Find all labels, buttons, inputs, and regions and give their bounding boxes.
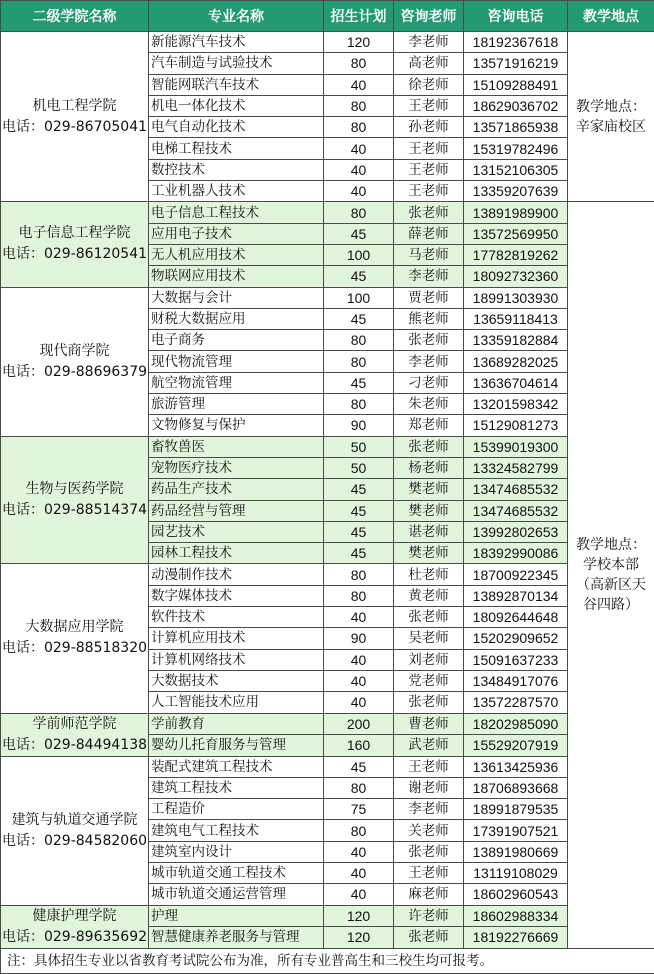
phone-cell: 13474685532	[464, 479, 568, 500]
college-cell	[1, 436, 149, 564]
major-cell: 智慧健康养老服务与管理	[149, 927, 324, 949]
header-major: 专业名称	[149, 1, 324, 32]
teacher-cell: 王老师	[394, 756, 464, 777]
phone-cell: 18192276669	[464, 927, 568, 949]
phone-cell: 13992802653	[464, 521, 568, 542]
college-name: 健康护理学院	[1, 906, 148, 927]
teacher-cell: 张老师	[394, 436, 464, 457]
teacher-cell: 吴老师	[394, 628, 464, 649]
plan-cell: 45	[324, 756, 394, 777]
major-cell: 现代物流管理	[149, 351, 324, 372]
phone-cell: 13484917076	[464, 670, 568, 691]
major-cell: 人工智能技术应用	[149, 692, 324, 713]
header-location: 教学地点	[568, 1, 654, 32]
location-cell	[568, 202, 654, 948]
plan-cell: 45	[324, 521, 394, 542]
teacher-cell: 张老师	[394, 927, 464, 949]
major-cell: 旅游管理	[149, 394, 324, 415]
major-cell: 装配式建筑工程技术	[149, 756, 324, 777]
phone-cell: 15109288491	[464, 74, 568, 95]
college-name: 生物与医药学院	[1, 479, 148, 500]
teacher-cell: 杨老师	[394, 457, 464, 478]
teacher-cell: 樊老师	[394, 479, 464, 500]
plan-cell: 80	[324, 202, 394, 223]
table-row	[1, 564, 654, 585]
phone-cell: 13689282025	[464, 351, 568, 372]
teacher-cell: 王老师	[394, 138, 464, 159]
plan-cell: 40	[324, 607, 394, 628]
major-cell: 婴幼儿托育服务与管理	[149, 735, 324, 757]
major-cell: 物联网应用技术	[149, 266, 324, 287]
plan-cell: 160	[324, 735, 394, 757]
plan-cell: 120	[324, 927, 394, 949]
plan-cell: 40	[324, 138, 394, 159]
major-cell: 宠物医疗技术	[149, 457, 324, 478]
plan-cell: 200	[324, 713, 394, 735]
plan-cell: 100	[324, 244, 394, 265]
plan-cell: 40	[324, 159, 394, 180]
college-cell	[1, 287, 149, 436]
teacher-cell: 张老师	[394, 692, 464, 713]
college-name: 电子信息工程学院	[1, 223, 148, 244]
major-cell: 建筑工程技术	[149, 777, 324, 798]
college-phone: 电话：029-89635692	[1, 927, 148, 948]
teacher-cell: 张老师	[394, 202, 464, 223]
college-phone: 电话：029-86705041	[1, 117, 148, 138]
major-cell: 数字媒体技术	[149, 585, 324, 606]
phone-cell: 13891989900	[464, 202, 568, 223]
plan-cell: 45	[324, 223, 394, 244]
plan-cell: 80	[324, 585, 394, 606]
plan-cell: 80	[324, 330, 394, 351]
plan-cell: 90	[324, 415, 394, 436]
teacher-cell: 许老师	[394, 905, 464, 927]
phone-cell: 13152106305	[464, 159, 568, 180]
plan-cell: 50	[324, 457, 394, 478]
major-cell: 大数据技术	[149, 670, 324, 691]
table-row	[1, 32, 654, 53]
phone-cell: 13636704614	[464, 372, 568, 393]
location-label: 教学地点：	[570, 535, 652, 555]
plan-cell: 80	[324, 53, 394, 74]
plan-cell: 40	[324, 692, 394, 713]
table-row	[1, 756, 654, 777]
college-cell	[1, 32, 149, 202]
teacher-cell: 马老师	[394, 244, 464, 265]
teacher-cell: 李老师	[394, 32, 464, 53]
table-row	[1, 436, 654, 457]
major-cell: 计算机应用技术	[149, 628, 324, 649]
major-cell: 药品经营与管理	[149, 500, 324, 521]
phone-cell: 17782819262	[464, 244, 568, 265]
header-row	[1, 1, 654, 32]
phone-cell: 13572287570	[464, 692, 568, 713]
major-cell: 城市轨道交通运营管理	[149, 884, 324, 905]
teacher-cell: 关老师	[394, 820, 464, 841]
teacher-cell: 谌老师	[394, 521, 464, 542]
table-row	[1, 287, 654, 308]
teacher-cell: 高老师	[394, 53, 464, 74]
footnote: 注：具体招生专业以省教育考试院公布为准，所有专业普高生和三校生均可报考。	[1, 948, 654, 973]
college-name: 建筑与轨道交通学院	[1, 810, 148, 831]
location-label: 教学地点：	[570, 97, 652, 117]
phone-cell: 13201598342	[464, 394, 568, 415]
teacher-cell: 杜老师	[394, 564, 464, 585]
plan-cell: 80	[324, 777, 394, 798]
table-row	[1, 202, 654, 223]
phone-cell: 13572569950	[464, 223, 568, 244]
phone-cell: 13891980669	[464, 841, 568, 862]
major-cell: 软件技术	[149, 607, 324, 628]
major-cell: 数控技术	[149, 159, 324, 180]
plan-cell: 80	[324, 394, 394, 415]
teacher-cell: 黄老师	[394, 585, 464, 606]
plan-cell: 40	[324, 649, 394, 670]
college-cell	[1, 564, 149, 713]
location-place: 学校本部（高新区天谷四路）	[570, 555, 652, 615]
teacher-cell: 党老师	[394, 670, 464, 691]
phone-cell: 18602988334	[464, 905, 568, 927]
teacher-cell: 李老师	[394, 351, 464, 372]
college-name: 机电工程学院	[1, 96, 148, 117]
teacher-cell: 郑老师	[394, 415, 464, 436]
major-cell: 学前教育	[149, 713, 324, 735]
major-cell: 园林工程技术	[149, 543, 324, 564]
phone-cell: 13659118413	[464, 308, 568, 329]
table-row	[1, 905, 654, 927]
college-cell	[1, 202, 149, 287]
plan-cell: 80	[324, 117, 394, 138]
header-college: 二级学院名称	[1, 1, 149, 32]
location-place: 辛家庙校区	[570, 117, 652, 137]
phone-cell: 18092644648	[464, 607, 568, 628]
phone-cell: 18991879535	[464, 799, 568, 820]
teacher-cell: 孙老师	[394, 117, 464, 138]
plan-cell: 50	[324, 436, 394, 457]
plan-cell: 120	[324, 32, 394, 53]
teacher-cell: 张老师	[394, 607, 464, 628]
plan-cell: 40	[324, 862, 394, 883]
header-phone: 咨询电话	[464, 1, 568, 32]
plan-cell: 40	[324, 74, 394, 95]
note-row	[1, 948, 654, 973]
phone-cell: 18092732360	[464, 266, 568, 287]
major-cell: 航空物流管理	[149, 372, 324, 393]
plan-cell: 45	[324, 500, 394, 521]
college-phone: 电话：029-88518320	[1, 638, 148, 659]
major-cell: 计算机网络技术	[149, 649, 324, 670]
phone-cell: 18706893668	[464, 777, 568, 798]
college-name: 现代商学院	[1, 341, 148, 362]
major-cell: 城市轨道交通工程技术	[149, 862, 324, 883]
phone-cell: 13892870134	[464, 585, 568, 606]
major-cell: 新能源汽车技术	[149, 32, 324, 53]
phone-cell: 15091637233	[464, 649, 568, 670]
plan-cell: 45	[324, 308, 394, 329]
major-cell: 文物修复与保护	[149, 415, 324, 436]
teacher-cell: 王老师	[394, 159, 464, 180]
phone-cell: 13359182884	[464, 330, 568, 351]
plan-cell: 45	[324, 479, 394, 500]
header-plan: 招生计划	[324, 1, 394, 32]
phone-cell: 15319782496	[464, 138, 568, 159]
phone-cell: 17391907521	[464, 820, 568, 841]
major-cell: 护理	[149, 905, 324, 927]
phone-cell: 18700922345	[464, 564, 568, 585]
college-phone: 电话：029-84582060	[1, 831, 148, 852]
phone-cell: 15202909652	[464, 628, 568, 649]
teacher-cell: 贾老师	[394, 287, 464, 308]
phone-cell: 13119108029	[464, 862, 568, 883]
college-phone: 电话：029-84494138	[1, 735, 148, 756]
plan-cell: 80	[324, 820, 394, 841]
teacher-cell: 武老师	[394, 735, 464, 757]
teacher-cell: 张老师	[394, 330, 464, 351]
phone-cell: 13324582799	[464, 457, 568, 478]
plan-cell: 40	[324, 670, 394, 691]
college-phone: 电话：029-88514374	[1, 500, 148, 521]
plan-cell: 45	[324, 372, 394, 393]
college-phone: 电话：029-88696379	[1, 362, 148, 383]
teacher-cell: 徐老师	[394, 74, 464, 95]
major-cell: 电气自动化技术	[149, 117, 324, 138]
college-cell	[1, 713, 149, 756]
phone-cell: 15529207919	[464, 735, 568, 757]
phone-cell: 18602960543	[464, 884, 568, 905]
teacher-cell: 朱老师	[394, 394, 464, 415]
teacher-cell: 麻老师	[394, 884, 464, 905]
major-cell: 工业机器人技术	[149, 181, 324, 202]
plan-cell: 40	[324, 841, 394, 862]
teacher-cell: 王老师	[394, 95, 464, 116]
phone-cell: 15399019300	[464, 436, 568, 457]
teacher-cell: 谢老师	[394, 777, 464, 798]
teacher-cell: 曹老师	[394, 713, 464, 735]
major-cell: 电子信息工程技术	[149, 202, 324, 223]
college-cell	[1, 756, 149, 905]
phone-cell: 18629036702	[464, 95, 568, 116]
plan-cell: 90	[324, 628, 394, 649]
teacher-cell: 熊老师	[394, 308, 464, 329]
table-row	[1, 713, 654, 735]
plan-cell: 80	[324, 351, 394, 372]
plan-cell: 45	[324, 543, 394, 564]
phone-cell: 18392990086	[464, 543, 568, 564]
teacher-cell: 刁老师	[394, 372, 464, 393]
teacher-cell: 樊老师	[394, 500, 464, 521]
phone-cell: 18202985090	[464, 713, 568, 735]
table-body	[1, 32, 654, 949]
location-cell	[568, 32, 654, 202]
major-cell: 机电一体化技术	[149, 95, 324, 116]
header-teacher: 咨询老师	[394, 1, 464, 32]
phone-cell: 13359207639	[464, 181, 568, 202]
major-cell: 工程造价	[149, 799, 324, 820]
plan-cell: 40	[324, 181, 394, 202]
major-cell: 建筑室内设计	[149, 841, 324, 862]
teacher-cell: 刘老师	[394, 649, 464, 670]
teacher-cell: 王老师	[394, 181, 464, 202]
phone-cell: 18991303930	[464, 287, 568, 308]
teacher-cell: 樊老师	[394, 543, 464, 564]
college-name: 大数据应用学院	[1, 617, 148, 638]
plan-cell: 75	[324, 799, 394, 820]
major-cell: 应用电子技术	[149, 223, 324, 244]
college-phone: 电话：029-86120541	[1, 244, 148, 265]
major-cell: 动漫制作技术	[149, 564, 324, 585]
plan-cell: 120	[324, 905, 394, 927]
teacher-cell: 李老师	[394, 799, 464, 820]
phone-cell: 18192367618	[464, 32, 568, 53]
major-cell: 建筑电气工程技术	[149, 820, 324, 841]
major-cell: 园艺技术	[149, 521, 324, 542]
major-cell: 智能网联汽车技术	[149, 74, 324, 95]
phone-cell: 13474685532	[464, 500, 568, 521]
phone-cell: 13613425936	[464, 756, 568, 777]
teacher-cell: 薛老师	[394, 223, 464, 244]
plan-cell: 100	[324, 287, 394, 308]
major-cell: 财税大数据应用	[149, 308, 324, 329]
plan-cell: 40	[324, 884, 394, 905]
major-cell: 畜牧兽医	[149, 436, 324, 457]
teacher-cell: 李老师	[394, 266, 464, 287]
major-cell: 药品生产技术	[149, 479, 324, 500]
major-cell: 大数据与会计	[149, 287, 324, 308]
teacher-cell: 张老师	[394, 841, 464, 862]
college-cell	[1, 905, 149, 948]
teacher-cell: 王老师	[394, 862, 464, 883]
phone-cell: 13571916219	[464, 53, 568, 74]
plan-cell: 45	[324, 266, 394, 287]
college-name: 学前师范学院	[1, 714, 148, 735]
phone-cell: 13571865938	[464, 117, 568, 138]
major-cell: 电子商务	[149, 330, 324, 351]
plan-cell: 80	[324, 564, 394, 585]
major-cell: 电梯工程技术	[149, 138, 324, 159]
major-cell: 无人机应用技术	[149, 244, 324, 265]
phone-cell: 15129081273	[464, 415, 568, 436]
plan-cell: 80	[324, 95, 394, 116]
major-cell: 汽车制造与试验技术	[149, 53, 324, 74]
